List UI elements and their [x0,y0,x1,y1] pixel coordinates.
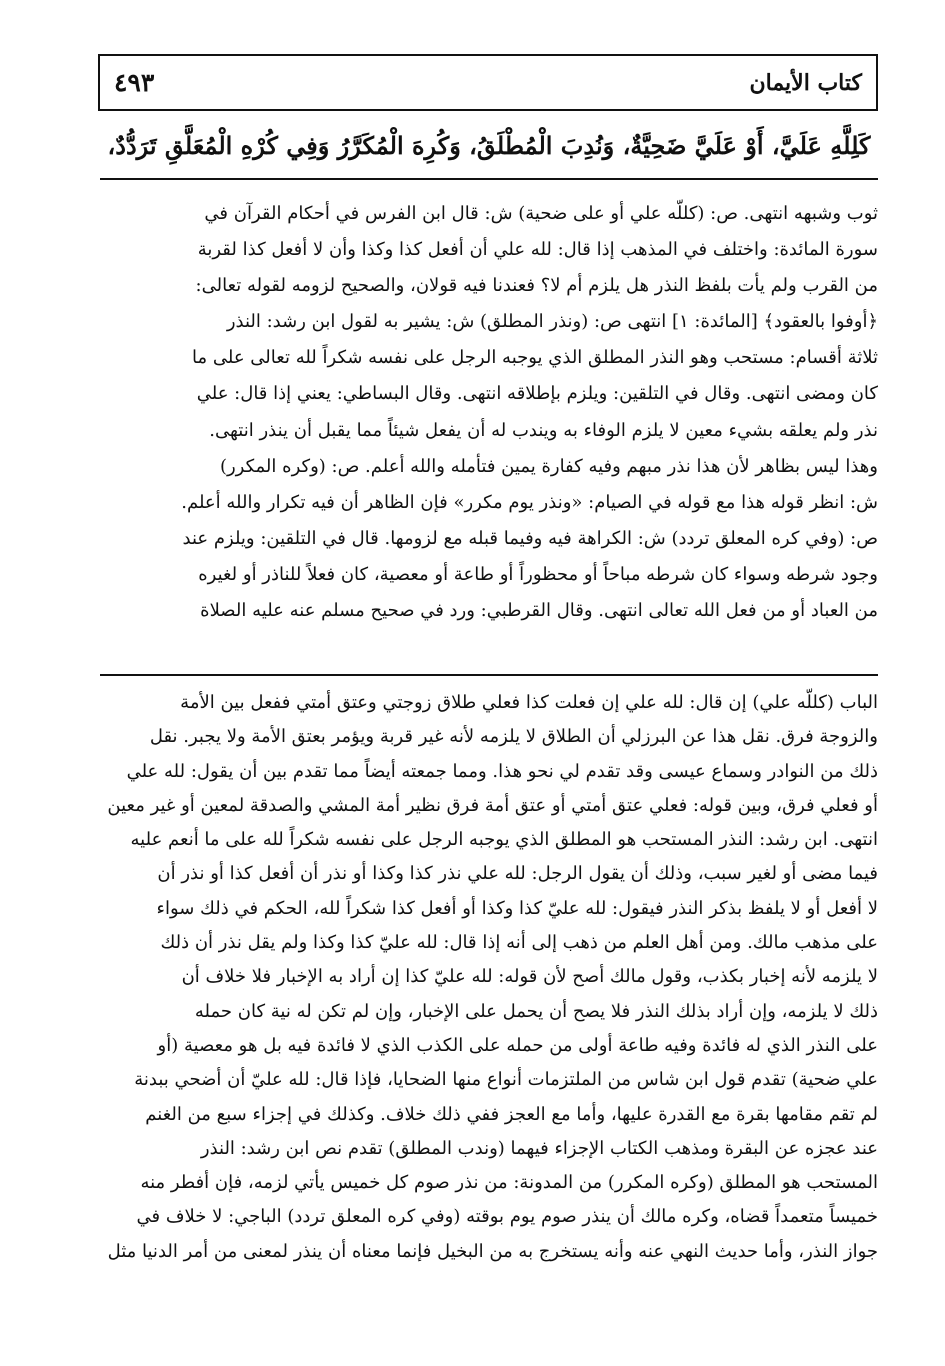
book-title: كتاب الأيمان [749,70,862,96]
hashiya-line: ذلك من النوادر وسماع عيسى وقد تقدم لي نحو هذا. ومما جمعته أيضاً مما تقدم بين أن يقول: لله علي [126,760,878,782]
matn-verse: كَلِلَّهِ عَلَيَّ، أَوْ عَلَيَّ ضَحِيَّةٌ، وَنُدِبَ الْمُطْلَقُ، وَكُرِهَ الْمُكَرَّرُ وَفِي كُرْهِ الْمُعَلَّقِ تَرَدُّدٌ، [107,131,871,160]
sharh-line: ص: (وفي كره المعلق تردد) ش: الكراهة فيه وفيما قبله مع لزومها. قال في التلقين: ويلزم عند [182,527,878,549]
sharh-line: ﴿أوفوا بالعقود﴾ [المائدة: ١] انتهى ص: (ونذر المطلق) ش: يشير به لقول ابن رشد: النذر [226,311,878,333]
hashiya-line: الباب (كللّه علي) إن قال: لله علي إن فعلت كذا فعلي طلاق زوجتي وعتق أمتي ففعل بين الأمة [180,692,878,713]
hashiya-line: ذلك لا يلزمه، وإن أراد بذلك النذر فلا يصح أن يحمل على الإخبار، وإن لم تكن له نية كان حمله [194,1000,878,1022]
sharh-line: ثوب وشبهه انتهى. ص: (كللّه علي أو على ضحية) ش: قال ابن الفرس في أحكام القرآن في [204,203,878,224]
hashiya-line: المستحب هو المطلق (وكره المكرر) من المدونة: من نذر صوم كل خميس يأتي لزمه، فإن أفطر منه [140,1172,878,1194]
sharh-line: سورة المائدة: واختلف في المذهب إذا قال: لله علي أن أفعل كذا وكذا وأن لا أفعل كذا لقربة [197,239,878,261]
hashiya-line: انتهى. ابن رشد: النذر المستحب هو المطلق الذي يوجبه الرجل على نفسه شكراً لله على ما أنعم عليه [130,829,878,851]
hashiya-line: علي ضحية) تقدم قول ابن شاس من الملتزمات أنواع منها الضحايا، فإذا قال: لله عليّ أن أضحي ببدنة [134,1069,878,1091]
hashiya-line: لا يلزمه لأنه إخبار بكذب، وقول مالك أصح لأن قوله: لله عليّ كذا إن أراد به الإخبار فلا خلاف أن [181,966,878,988]
hashiya-line: لم تقم مقامها بقرة مع القدرة عليها، وأما مع العجز ففي ذلك خلاف. وكذلك في إجزاء سبع من الغنم [145,1103,878,1125]
sharh-line: كان ومضى انتهى. وقال في التلقين: ويلزم بإطلاقه انتهى. وقال البساطي: يعني إذا قال: علي [196,383,878,405]
sharh-commentary [100,196,878,629]
hashiya-line: أو فعلي فرق، وبين قوله: فعلي عتق أمتي أو عتق أمة فرق نظير أمة المشي والصدقة لمعين أو غير معين [107,794,878,816]
hashiya-footnote [100,686,878,1269]
hashiya-line: جواز النذر، وأما حديث النهي عنه وأنه يستخرج به من البخيل فإنما معناه أن ينذر لمعنى من أمر الدنيا مثل [107,1240,878,1262]
sharh-line: وجود شرطه وسواء كان شرطه مباحاً أو محظوراً أو طاعة أو معصية، كان فعلاً للناذر أو لغيره [198,563,878,585]
hashiya-line: خميساً متعمداً قضاه، وكره مالك أن ينذر صوم يوم بوقته (وفي كره المعلق تردد) الباجي: لا خلاف في [136,1206,878,1228]
hashiya-line: على النذر الذي له فائدة وفيه طاعة أولى من حمله على الكذب الذي لا فائدة فيه بل هو معصية (أو [157,1034,878,1056]
hashiya-line: فيما مضى أو لغير سبب، وذلك أن يقول الرجل: لله علي نذر كذا وكذا أو نذر أن أفعل كذا أو نذر أن [157,863,878,885]
sharh-line: من العباد أو من فعل الله تعالى انتهى. وقال القرطبي: ورد في صحيح مسلم عنه عليه الصلاة [200,600,878,622]
sharh-line: ثلاثة أقسام: مستحب وهو النذر المطلق الذي يوجبه الرجل على نفسه شكراً لله تعالى على ما [192,347,878,369]
sharh-line: من القرب ولم يأت بلفظ النذر هل يلزم أم لا؟ فعندنا فيه قولان، والصحيح لزومه لقوله تعالى: [195,275,878,297]
hashiya-line: والزوجة فرق. نقل هذا عن البرزلي أن الطلاق لا يلزمه لأنه غير قربة ويؤمر بعتق الأمة ولا يجبر. نقل [149,726,878,748]
sharh-line: نذر ولم يعلقه بشيء معين لا يلزم الوفاء به ويندب له أن يفعل شيئاً مما يقبل أن ينذر انتهى. [209,419,878,441]
divider-footnote [100,674,878,676]
hashiya-line: لا أفعل أو لا يلفظ بذكر النذر فيقول: لله عليّ كذا وكذا أو أفعل كذا شكراً لله، الحكم في ذلك سواء [156,897,878,919]
hashiya-line: على مذهب مالك. ومن أهل العلم من ذهب إلى أنه إذا قال: لله عليّ كذا وكذا ولم يقل نذر أن ذلك [160,932,878,954]
page-header [98,54,878,111]
page-number: ٤٩٣ [114,68,155,97]
divider-top [100,178,878,180]
hashiya-line: عند عجزه عن البقرة ومذهب الكتاب الإجزاء فيهما (وندب المطلق) تقدم نص ابن رشد: النذر [200,1137,878,1159]
sharh-line: ش: انظر قوله هذا مع قوله في الصيام: «ونذر يوم مكرر» فإن الظاهر أن فيه تكرار والله أعلم. [181,491,878,513]
sharh-line: وهذا ليس بظاهر لأن هذا نذر مبهم وفيه كفارة يمين فتأمله والله أعلم. ص: (وكره المكرر) [219,455,878,477]
